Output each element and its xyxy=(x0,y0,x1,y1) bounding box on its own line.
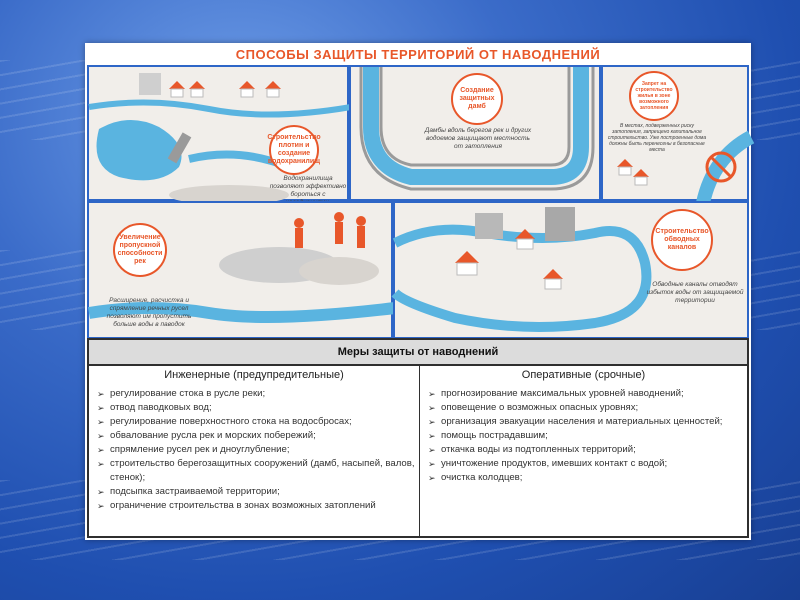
panel-channel xyxy=(87,201,393,339)
list-item: ➢ организация эвакуации населения и материальных ценностей; xyxy=(428,416,723,427)
list-item: ➢ регулирование стока в русле реки; xyxy=(97,388,266,399)
list-item: ➢ оповещение о возможных опасных уровнях; xyxy=(428,402,639,413)
list-item: ➢ откачка воды из подтопленных территорий; xyxy=(428,444,636,455)
channel-caption: Расширение, расчистка и спрямление речных русел позволяют им пропустить больше воды в паводок xyxy=(106,297,192,328)
panel-reservoir xyxy=(87,65,349,201)
bypass-label: Строительство обводных каналов xyxy=(651,209,713,271)
arrow-bullet-icon: ➢ xyxy=(428,445,436,455)
operative-list xyxy=(420,387,747,485)
channel-label: Увеличение пропускной способности рек xyxy=(113,223,167,277)
engineering-title: Инженерные (предупредительные) xyxy=(164,369,344,381)
dams-caption: Дамбы вдоль берегов рек и других водоемов защищают местность от затопления xyxy=(424,127,532,150)
panel-bypass xyxy=(393,201,749,339)
arrow-bullet-icon: ➢ xyxy=(97,487,105,497)
measures-table xyxy=(87,338,749,538)
list-item: ➢ помощь пострадавшим; xyxy=(428,430,548,441)
engineering-column xyxy=(89,366,420,538)
arrow-bullet-icon: ➢ xyxy=(428,389,436,399)
engineering-list xyxy=(89,387,419,513)
list-item: ➢ обвалование русла рек и морских побережий; xyxy=(97,430,316,441)
arrow-bullet-icon: ➢ xyxy=(428,459,436,469)
arrow-bullet-icon: ➢ xyxy=(97,459,105,469)
operative-column xyxy=(420,366,747,538)
reservoir-label: Строительство плотин и создание водохранилищ xyxy=(269,125,319,175)
arrow-bullet-icon: ➢ xyxy=(97,403,105,413)
arrow-bullet-icon: ➢ xyxy=(428,431,436,441)
panel-ban xyxy=(601,65,749,201)
arrow-bullet-icon: ➢ xyxy=(97,501,105,511)
measures-header: Меры защиты от наводнений xyxy=(89,340,747,366)
list-item: ➢ строительство берегозащитных сооружений (дамб, насыпей, валов, стенок); xyxy=(97,458,415,483)
arrow-bullet-icon: ➢ xyxy=(97,445,105,455)
list-item: ➢ очистка колодцев; xyxy=(428,472,523,483)
list-item: ➢ уничтожение продуктов, имевших контакт с водой; xyxy=(428,458,668,469)
dams-label: Создание защитных дамб xyxy=(451,73,503,125)
arrow-bullet-icon: ➢ xyxy=(428,403,436,413)
list-item: ➢ спрямление русел рек и дноуглубление; xyxy=(97,444,290,455)
arrow-bullet-icon: ➢ xyxy=(97,431,105,441)
list-item: ➢ прогнозирование максимальных уровней наводнений; xyxy=(428,388,684,399)
arrow-bullet-icon: ➢ xyxy=(97,389,105,399)
bypass-caption: Обводные каналы отводят избыток воды от защищаемой территории xyxy=(646,281,744,304)
slide xyxy=(85,43,751,540)
ban-caption: В местах, подверженных риску затопления, запрещено капитальное строительство. Уже построенные дома должны быть перенесены в безопасные места xyxy=(607,123,707,153)
list-item: ➢ подсыпка застраиваемой территории; xyxy=(97,486,280,497)
arrow-bullet-icon: ➢ xyxy=(428,473,436,483)
list-item: ➢ регулирование поверхностного стока на водосбросах; xyxy=(97,416,352,427)
illustration-area xyxy=(87,65,749,377)
ban-label: Запрет на строительство жилья в зоне возможного затопления xyxy=(629,71,679,121)
operative-title: Оперативные (срочные) xyxy=(521,369,646,381)
arrow-bullet-icon: ➢ xyxy=(428,417,436,427)
list-item: ➢ ограничение строительства в зонах возможных затоплений xyxy=(97,500,376,511)
list-item: ➢ отвод паводковых вод; xyxy=(97,402,212,413)
reservoir-caption: Водохранилища позволяют эффективно бороться с xyxy=(269,175,347,198)
slide-title: СПОСОБЫ ЗАЩИТЫ ТЕРРИТОРИЙ ОТ НАВОДНЕНИЙ xyxy=(235,47,601,62)
arrow-bullet-icon: ➢ xyxy=(97,417,105,427)
panel-dams xyxy=(349,65,601,201)
